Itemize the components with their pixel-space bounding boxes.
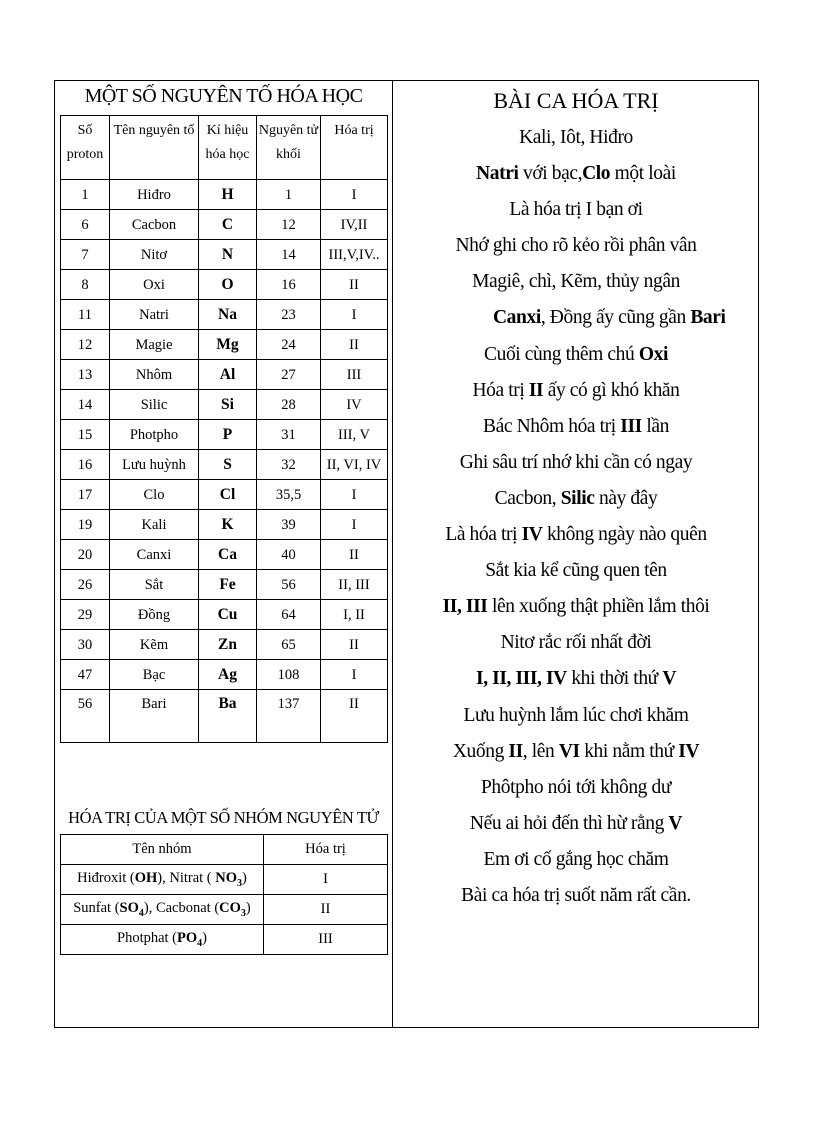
poem-line-part: Bari <box>690 307 726 329</box>
proton-cell: 1 <box>61 180 110 210</box>
atomic-mass-cell: 27 <box>257 360 321 390</box>
valence-cell: II, III <box>321 570 388 600</box>
header-group-name: Tên nhóm <box>61 835 264 865</box>
atomic-mass-cell: 65 <box>257 630 321 660</box>
poem-line-part: ấy có gì khó khăn <box>543 379 680 401</box>
proton-cell: 15 <box>61 420 110 450</box>
poem-line-part: VI <box>558 740 580 762</box>
poem-line <box>393 517 759 553</box>
element-row <box>61 480 388 510</box>
atomic-mass-cell: 23 <box>257 300 321 330</box>
poem-line-part: Em ơi cố gắng học chăm <box>483 848 669 870</box>
proton-cell: 29 <box>61 600 110 630</box>
poem-line <box>393 553 759 589</box>
poem-line-part: Cuối cùng thêm chú <box>483 343 639 365</box>
element-row <box>61 510 388 540</box>
element-name-cell: Kẽm <box>110 630 199 660</box>
group-name-cell <box>61 865 264 895</box>
poem-line-part: Xuống <box>452 740 509 762</box>
group-name-part: NO <box>215 870 238 887</box>
element-row <box>61 330 388 360</box>
poem-line <box>393 589 759 625</box>
element-row <box>61 390 388 420</box>
poem-line <box>393 445 759 481</box>
element-name-cell: Sắt <box>110 570 199 600</box>
atomic-mass-cell: 14 <box>257 240 321 270</box>
symbol-cell: Cl <box>199 480 257 510</box>
element-row <box>61 420 388 450</box>
poem-line-part: , lên <box>522 740 559 762</box>
element-name-cell: Photpho <box>110 420 199 450</box>
poem-line <box>393 806 759 842</box>
header-valence: Hóa trị <box>321 116 388 180</box>
element-row <box>61 600 388 630</box>
valence-cell: I, II <box>321 600 388 630</box>
group-name-part: OH <box>134 870 158 887</box>
symbol-cell: Si <box>199 390 257 420</box>
header-symbol: Kí hiệu hóa học <box>199 116 257 180</box>
element-name-cell: Magie <box>110 330 199 360</box>
proton-cell: 47 <box>61 660 110 690</box>
element-name-cell: Hiđro <box>110 180 199 210</box>
proton-cell: 12 <box>61 330 110 360</box>
proton-cell: 26 <box>61 570 110 600</box>
valence-cell: II <box>321 330 388 360</box>
poem-line-part: V <box>668 812 683 834</box>
element-row <box>61 630 388 660</box>
group-name-part: ) <box>245 900 251 917</box>
poem-line-part: IV <box>521 524 543 546</box>
poem-line-part: khi thời thứ <box>566 668 663 690</box>
poem-line-part: Ghi sâu trí nhớ khi cần có ngay <box>459 451 693 473</box>
poem-line-part: Silic <box>560 487 595 509</box>
groups-table <box>60 834 388 955</box>
poem-line-part: II, III <box>442 596 488 618</box>
subscript: 3 <box>237 877 243 889</box>
proton-cell: 7 <box>61 240 110 270</box>
symbol-cell: C <box>199 210 257 240</box>
proton-cell: 17 <box>61 480 110 510</box>
element-row <box>61 360 388 390</box>
poem-line <box>393 300 759 336</box>
element-row <box>61 570 388 600</box>
proton-cell: 11 <box>61 300 110 330</box>
proton-cell: 8 <box>61 270 110 300</box>
poem-line-part: này đây <box>594 487 658 509</box>
poem-line-part: lần <box>641 415 669 437</box>
poem-line-part: II <box>528 379 544 401</box>
symbol-cell: Zn <box>199 630 257 660</box>
symbol-cell: N <box>199 240 257 270</box>
element-row <box>61 180 388 210</box>
atomic-mass-cell: 137 <box>257 690 321 743</box>
symbol-cell: Ag <box>199 660 257 690</box>
valence-cell: II <box>321 270 388 300</box>
atomic-mass-cell: 108 <box>257 660 321 690</box>
poem-line-part: Nitơ rắc rối nhất đời <box>500 632 652 654</box>
symbol-cell: H <box>199 180 257 210</box>
atomic-mass-cell: 39 <box>257 510 321 540</box>
element-name-cell: Nitơ <box>110 240 199 270</box>
poem-line-part: khi nằm thứ <box>579 740 679 762</box>
group-name-part: Photphat ( <box>117 930 178 947</box>
symbol-cell: S <box>199 450 257 480</box>
group-name-part: ), Cacbonat ( <box>143 900 220 917</box>
subscript: 3 <box>240 907 246 919</box>
element-name-cell: Nhôm <box>110 360 199 390</box>
valence-cell: III,V,IV.. <box>321 240 388 270</box>
element-name-cell: Bari <box>110 690 199 743</box>
group-valence-cell: I <box>264 865 388 895</box>
element-name-cell: Kali <box>110 510 199 540</box>
poem-line-part: Magiê, chì, Kẽm, thủy ngân <box>472 271 680 293</box>
valence-cell: II <box>321 540 388 570</box>
proton-cell: 16 <box>61 450 110 480</box>
valence-cell: II, VI, IV <box>321 450 388 480</box>
poem-line-part: Kali, Iôt, Hiđro <box>519 127 633 148</box>
group-name-part: SO <box>119 900 139 917</box>
atomic-mass-cell: 40 <box>257 540 321 570</box>
valence-cell: I <box>321 180 388 210</box>
poem-line <box>393 264 759 300</box>
poem-line-part: V <box>662 668 676 690</box>
elements-table <box>60 115 388 743</box>
element-row <box>61 210 388 240</box>
group-name-cell <box>61 895 264 925</box>
proton-cell: 56 <box>61 690 110 743</box>
element-name-cell: Clo <box>110 480 199 510</box>
header-element-name: Tên nguyên tố <box>110 116 199 180</box>
poem-line <box>393 625 759 661</box>
header-group-valence: Hóa trị <box>264 835 388 865</box>
valence-cell: III <box>321 360 388 390</box>
symbol-cell: Na <box>199 300 257 330</box>
element-row <box>61 270 388 300</box>
poem-line-part: Lưu huỳnh lắm lúc chơi khăm <box>463 704 689 726</box>
element-row <box>61 540 388 570</box>
symbol-cell: Al <box>199 360 257 390</box>
atomic-mass-cell: 35,5 <box>257 480 321 510</box>
poem-line <box>393 878 759 914</box>
poem-line <box>393 770 759 806</box>
group-name-part: ), Nitrat ( <box>157 870 216 887</box>
group-name-part: Hiđroxit ( <box>77 870 135 887</box>
element-name-cell: Cacbon <box>110 210 199 240</box>
poem-line <box>393 120 759 156</box>
atomic-mass-cell: 64 <box>257 600 321 630</box>
poem-line-part: Nếu ai hỏi đến thì hừ rằng <box>469 812 669 834</box>
valence-cell: I <box>321 480 388 510</box>
poem-line-part: IV <box>678 740 700 762</box>
poem-line-part: Phôtpho nói tới không dư <box>480 776 672 798</box>
symbol-cell: Ba <box>199 690 257 743</box>
elements-table-title: MỘT SỐ NGUYÊN TỐ HÓA HỌC <box>84 85 363 107</box>
poem-line-part: Canxi <box>493 307 541 329</box>
subscript: 4 <box>197 937 203 949</box>
group-row <box>61 865 388 895</box>
poem-line-part: lên xuống thật phiền lắm thôi <box>487 596 710 618</box>
poem-line <box>393 192 759 228</box>
atomic-mass-cell: 28 <box>257 390 321 420</box>
symbol-cell: Mg <box>199 330 257 360</box>
valence-cell: IV,II <box>321 210 388 240</box>
atomic-mass-cell: 32 <box>257 450 321 480</box>
poem-line-part: Cacbon, <box>494 487 561 509</box>
poem-line <box>393 409 759 445</box>
element-name-cell: Đồng <box>110 600 199 630</box>
group-name-part: ) <box>242 870 247 887</box>
valence-cell: II <box>321 690 388 743</box>
poem-line-part: Sắt kia kể cũng quen tên <box>485 560 667 582</box>
groups-header-row <box>61 835 388 865</box>
element-name-cell: Oxi <box>110 270 199 300</box>
element-name-cell: Lưu huỳnh <box>110 450 199 480</box>
valence-cell: III, V <box>321 420 388 450</box>
poem-line-part: Hóa trị <box>472 379 529 401</box>
poem-line-part: I, II, III, IV <box>476 668 567 690</box>
poem-line-part: không ngày nào quên <box>542 524 707 546</box>
poem-lines <box>393 120 759 914</box>
element-name-cell: Canxi <box>110 540 199 570</box>
symbol-cell: P <box>199 420 257 450</box>
group-name-part: PO <box>177 930 198 947</box>
poem-line-part: Là hóa trị I bạn ơi <box>509 199 643 221</box>
poem-line-part: III <box>620 415 642 437</box>
element-row <box>61 300 388 330</box>
poem-line-part: Clo <box>582 163 611 185</box>
poem-line-part: Oxi <box>638 343 668 365</box>
poem-line-part: , Đồng ấy cũng gần <box>540 307 691 329</box>
poem-line <box>393 481 759 517</box>
poem-title: BÀI CA HÓA TRỊ <box>493 88 659 113</box>
header-proton: Số proton <box>61 116 110 180</box>
atomic-mass-cell: 24 <box>257 330 321 360</box>
elements-header-row <box>61 116 388 180</box>
proton-cell: 20 <box>61 540 110 570</box>
valence-cell: I <box>321 300 388 330</box>
element-row <box>61 660 388 690</box>
symbol-cell: Ca <box>199 540 257 570</box>
group-row <box>61 925 388 955</box>
symbol-cell: O <box>199 270 257 300</box>
valence-cell: I <box>321 510 388 540</box>
poem-line-part: II <box>508 740 523 762</box>
valence-cell: IV <box>321 390 388 420</box>
group-name-cell <box>61 925 264 955</box>
element-row <box>61 450 388 480</box>
poem-line-part: Bác Nhôm hóa trị <box>483 415 621 437</box>
poem-line <box>393 698 759 734</box>
proton-cell: 19 <box>61 510 110 540</box>
proton-cell: 14 <box>61 390 110 420</box>
symbol-cell: Fe <box>199 570 257 600</box>
poem-line-part: Nhớ ghi cho rõ kẻo rồi phân vân <box>455 235 697 257</box>
group-valence-cell: II <box>264 895 388 925</box>
poem-line <box>393 228 759 264</box>
proton-cell: 30 <box>61 630 110 660</box>
proton-cell: 6 <box>61 210 110 240</box>
subscript: 4 <box>138 907 144 919</box>
proton-cell: 13 <box>61 360 110 390</box>
group-name-part: CO <box>219 900 241 917</box>
poem-line <box>393 842 759 878</box>
atomic-mass-cell: 12 <box>257 210 321 240</box>
element-row <box>61 690 388 743</box>
poem-line-part: Là hóa trị <box>445 524 522 546</box>
poem-line <box>393 373 759 409</box>
element-row <box>61 240 388 270</box>
groups-table-title: HÓA TRỊ CỦA MỘT SỐ NHÓM NGUYÊN TỬ <box>68 808 379 827</box>
poem-line-part: Bài ca hóa trị suốt năm rất cần. <box>461 884 691 906</box>
atomic-mass-cell: 16 <box>257 270 321 300</box>
atomic-mass-cell: 31 <box>257 420 321 450</box>
group-valence-cell: III <box>264 925 388 955</box>
element-name-cell: Silic <box>110 390 199 420</box>
valence-cell: II <box>321 630 388 660</box>
poem-line-part: Natri <box>476 163 519 185</box>
element-name-cell: Natri <box>110 300 199 330</box>
header-atomic-mass: Nguyên tử khối <box>257 116 321 180</box>
symbol-cell: K <box>199 510 257 540</box>
poem-line-part: một loài <box>610 163 676 185</box>
element-name-cell: Bạc <box>110 660 199 690</box>
poem-line-part: với bạc, <box>518 163 583 185</box>
atomic-mass-cell: 1 <box>257 180 321 210</box>
valence-cell: I <box>321 660 388 690</box>
poem-line <box>393 337 759 373</box>
group-row <box>61 895 388 925</box>
group-name-part: ) <box>202 930 207 947</box>
atomic-mass-cell: 56 <box>257 570 321 600</box>
group-name-part: Sunfat ( <box>73 900 120 917</box>
symbol-cell: Cu <box>199 600 257 630</box>
poem-line <box>393 661 759 697</box>
poem-line <box>393 156 759 192</box>
poem-line <box>393 734 759 770</box>
